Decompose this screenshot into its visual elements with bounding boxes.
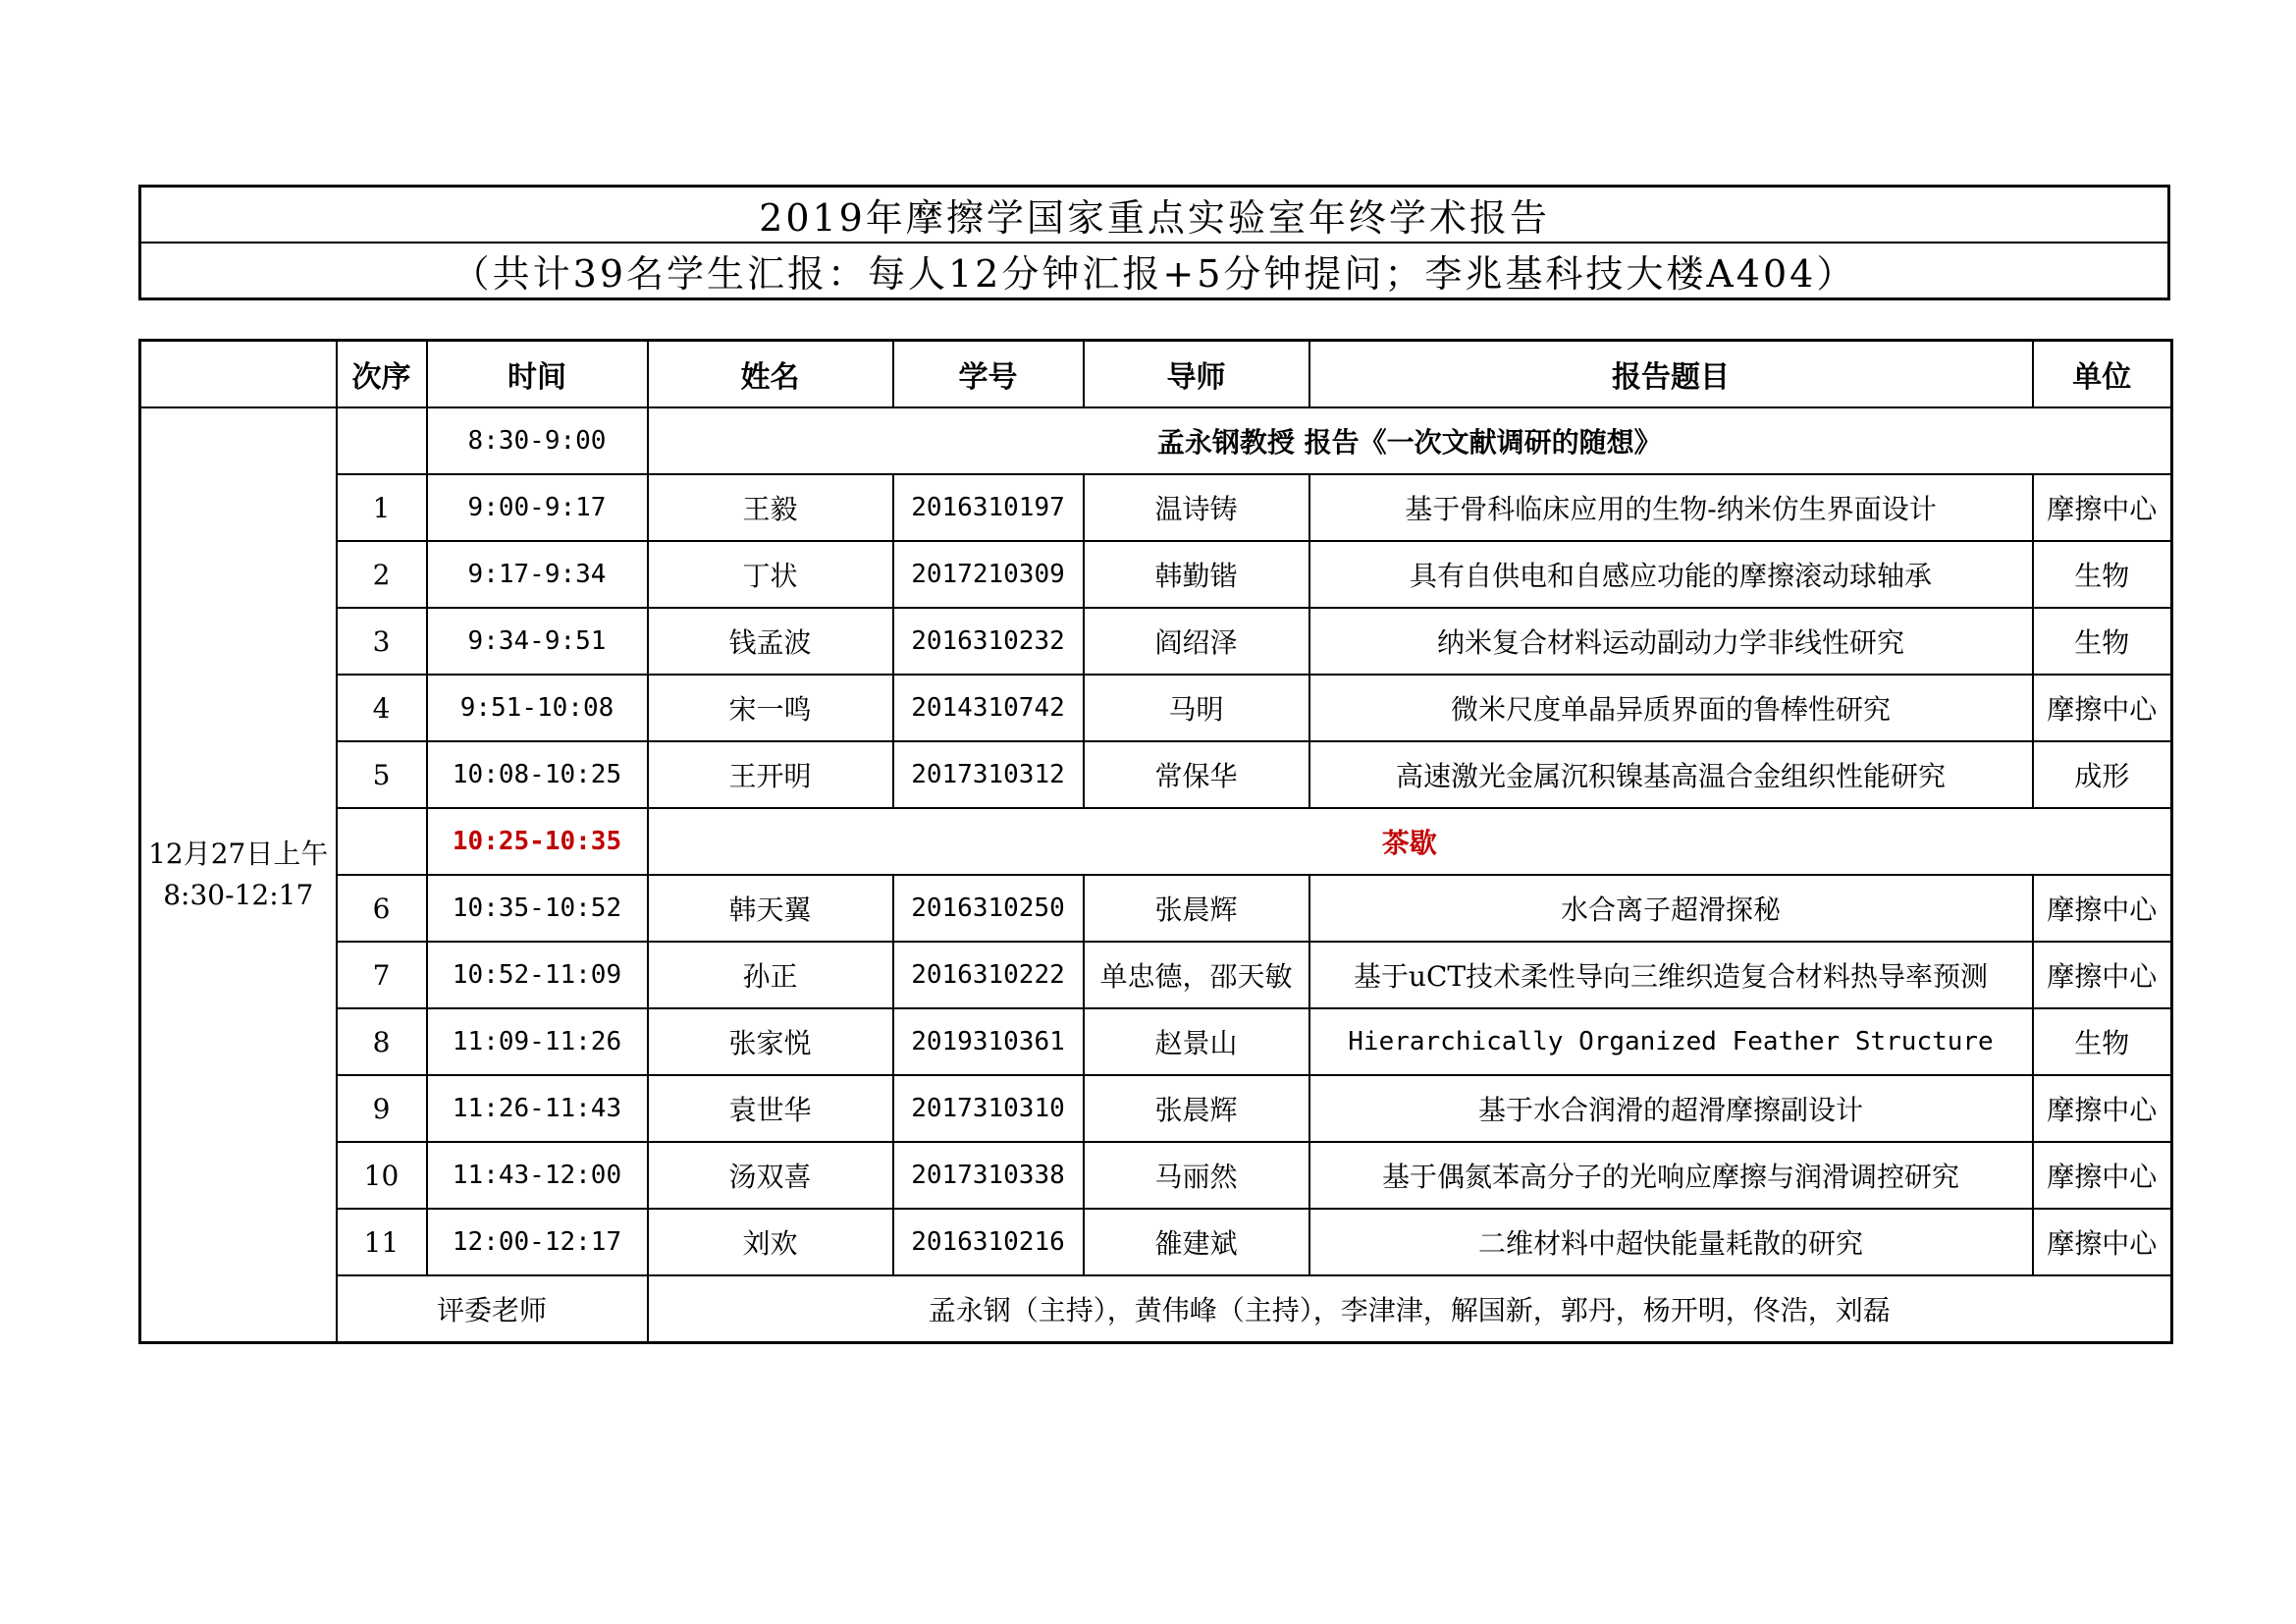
- topic-cell: 基于骨科临床应用的生物-纳米仿生界面设计: [1309, 474, 2033, 541]
- table-row: [140, 675, 2172, 741]
- date-time-range: 8:30-12:17: [163, 879, 314, 911]
- advisor-cell: 赵景山: [1084, 1008, 1309, 1075]
- name-cell: 钱孟波: [648, 608, 893, 675]
- topic-cell: 二维材料中超快能量耗散的研究: [1309, 1209, 2033, 1275]
- date-line: 12月27日上午: [148, 838, 329, 870]
- unit-cell: 摩擦中心: [2033, 675, 2172, 741]
- unit-cell: 摩擦中心: [2033, 1209, 2172, 1275]
- header-cell-time: 时间: [427, 341, 648, 408]
- time-cell: 11:09-11:26: [427, 1008, 648, 1075]
- time-cell: 9:00-9:17: [427, 474, 648, 541]
- header-row: [140, 341, 2172, 408]
- header-cell-advisor: 导师: [1084, 341, 1309, 408]
- advisor-cell: 单忠德，邵天敏: [1084, 942, 1309, 1008]
- advisor-cell: 雒建斌: [1084, 1209, 1309, 1275]
- break-order-cell: [337, 808, 427, 875]
- advisor-cell: 温诗铸: [1084, 474, 1309, 541]
- table-row: [140, 942, 2172, 1008]
- break-row: [140, 808, 2172, 875]
- advisor-cell: 张晨辉: [1084, 875, 1309, 942]
- student-id-cell: 2016310222: [893, 942, 1084, 1008]
- header-cell-order: 次序: [337, 341, 427, 408]
- report-title: 2019年摩擦学国家重点实验室年终学术报告: [140, 187, 2169, 244]
- topic-cell: Hierarchically Organized Feather Structure: [1309, 1008, 2033, 1075]
- title-box: [138, 185, 2170, 300]
- name-cell: 王开明: [648, 741, 893, 808]
- time-cell: 10:35-10:52: [427, 875, 648, 942]
- unit-cell: 生物: [2033, 541, 2172, 608]
- advisor-cell: 马丽然: [1084, 1142, 1309, 1209]
- time-cell: 9:34-9:51: [427, 608, 648, 675]
- table-row: [140, 1008, 2172, 1075]
- advisor-cell: 常保华: [1084, 741, 1309, 808]
- advisor-cell: 张晨辉: [1084, 1075, 1309, 1142]
- topic-cell: 水合离子超滑探秘: [1309, 875, 2033, 942]
- order-cell: 2: [337, 541, 427, 608]
- student-id-cell: 2014310742: [893, 675, 1084, 741]
- header-cell-name: 姓名: [648, 341, 893, 408]
- table-row: [140, 1209, 2172, 1275]
- topic-cell: 微米尺度单晶异质界面的鲁棒性研究: [1309, 675, 2033, 741]
- judges-names: 孟永钢（主持），黄伟峰（主持），李津津，解国新，郭丹，杨开明，佟浩，刘磊: [648, 1275, 2172, 1343]
- topic-cell: 具有自供电和自感应功能的摩擦滚动球轴承: [1309, 541, 2033, 608]
- topic-cell: 基于水合润滑的超滑摩擦副设计: [1309, 1075, 2033, 1142]
- order-cell: 7: [337, 942, 427, 1008]
- student-id-cell: 2017310312: [893, 741, 1084, 808]
- name-cell: 刘欢: [648, 1209, 893, 1275]
- opening-talk: 孟永钢教授 报告《一次文献调研的随想》: [648, 407, 2172, 474]
- opening-time: 8:30-9:00: [427, 407, 648, 474]
- student-id-cell: 2017310310: [893, 1075, 1084, 1142]
- order-cell: 4: [337, 675, 427, 741]
- name-cell: 丁状: [648, 541, 893, 608]
- table-row: [140, 541, 2172, 608]
- order-cell: 5: [337, 741, 427, 808]
- unit-cell: 成形: [2033, 741, 2172, 808]
- table-row: [140, 474, 2172, 541]
- topic-cell: 高速激光金属沉积镍基高温合金组织性能研究: [1309, 741, 2033, 808]
- order-cell: 11: [337, 1209, 427, 1275]
- unit-cell: 摩擦中心: [2033, 474, 2172, 541]
- advisor-cell: 马明: [1084, 675, 1309, 741]
- student-id-cell: 2017210309: [893, 541, 1084, 608]
- time-cell: 11:26-11:43: [427, 1075, 648, 1142]
- advisor-cell: 韩勤锴: [1084, 541, 1309, 608]
- time-cell: 12:00-12:17: [427, 1209, 648, 1275]
- student-id-cell: 2016310232: [893, 608, 1084, 675]
- date-cell: [140, 407, 337, 1343]
- time-cell: 9:17-9:34: [427, 541, 648, 608]
- name-cell: 孙正: [648, 942, 893, 1008]
- time-cell: 10:52-11:09: [427, 942, 648, 1008]
- order-cell: 9: [337, 1075, 427, 1142]
- order-cell: 8: [337, 1008, 427, 1075]
- judges-row: [140, 1275, 2172, 1343]
- time-cell: 9:51-10:08: [427, 675, 648, 741]
- unit-cell: 生物: [2033, 608, 2172, 675]
- student-id-cell: 2019310361: [893, 1008, 1084, 1075]
- opening-order-cell: [337, 407, 427, 474]
- break-time: 10:25-10:35: [427, 808, 648, 875]
- topic-cell: 基于偶氮苯高分子的光响应摩擦与润滑调控研究: [1309, 1142, 2033, 1209]
- name-cell: 张家悦: [648, 1008, 893, 1075]
- table-row: [140, 1075, 2172, 1142]
- time-cell: 10:08-10:25: [427, 741, 648, 808]
- header-cell-topic: 报告题目: [1309, 341, 2033, 408]
- advisor-cell: 阎绍泽: [1084, 608, 1309, 675]
- report-subtitle: （共计39名学生汇报：每人12分钟汇报+5分钟提问；李兆基科技大楼A404）: [140, 243, 2169, 299]
- schedule-table: [138, 339, 2173, 1344]
- student-id-cell: 2016310197: [893, 474, 1084, 541]
- order-cell: 3: [337, 608, 427, 675]
- unit-cell: 生物: [2033, 1008, 2172, 1075]
- unit-cell: 摩擦中心: [2033, 875, 2172, 942]
- unit-cell: 摩擦中心: [2033, 1075, 2172, 1142]
- name-cell: 王毅: [648, 474, 893, 541]
- order-cell: 1: [337, 474, 427, 541]
- name-cell: 韩天翼: [648, 875, 893, 942]
- student-id-cell: 2016310250: [893, 875, 1084, 942]
- table-row: [140, 1142, 2172, 1209]
- name-cell: 袁世华: [648, 1075, 893, 1142]
- header-cell-unit: 单位: [2033, 341, 2172, 408]
- topic-cell: 纳米复合材料运动副动力学非线性研究: [1309, 608, 2033, 675]
- name-cell: 汤双喜: [648, 1142, 893, 1209]
- time-cell: 11:43-12:00: [427, 1142, 648, 1209]
- order-cell: 6: [337, 875, 427, 942]
- header-blank-cell: [140, 341, 337, 408]
- topic-cell: 基于uCT技术柔性导向三维织造复合材料热导率预测: [1309, 942, 2033, 1008]
- order-cell: 10: [337, 1142, 427, 1209]
- name-cell: 宋一鸣: [648, 675, 893, 741]
- header-cell-student-id: 学号: [893, 341, 1084, 408]
- table-row: [140, 741, 2172, 808]
- break-label: 茶歇: [648, 808, 2172, 875]
- opening-row: [140, 407, 2172, 474]
- judges-label: 评委老师: [337, 1275, 648, 1343]
- table-row: [140, 875, 2172, 942]
- table-row: [140, 608, 2172, 675]
- unit-cell: 摩擦中心: [2033, 1142, 2172, 1209]
- student-id-cell: 2016310216: [893, 1209, 1084, 1275]
- unit-cell: 摩擦中心: [2033, 942, 2172, 1008]
- student-id-cell: 2017310338: [893, 1142, 1084, 1209]
